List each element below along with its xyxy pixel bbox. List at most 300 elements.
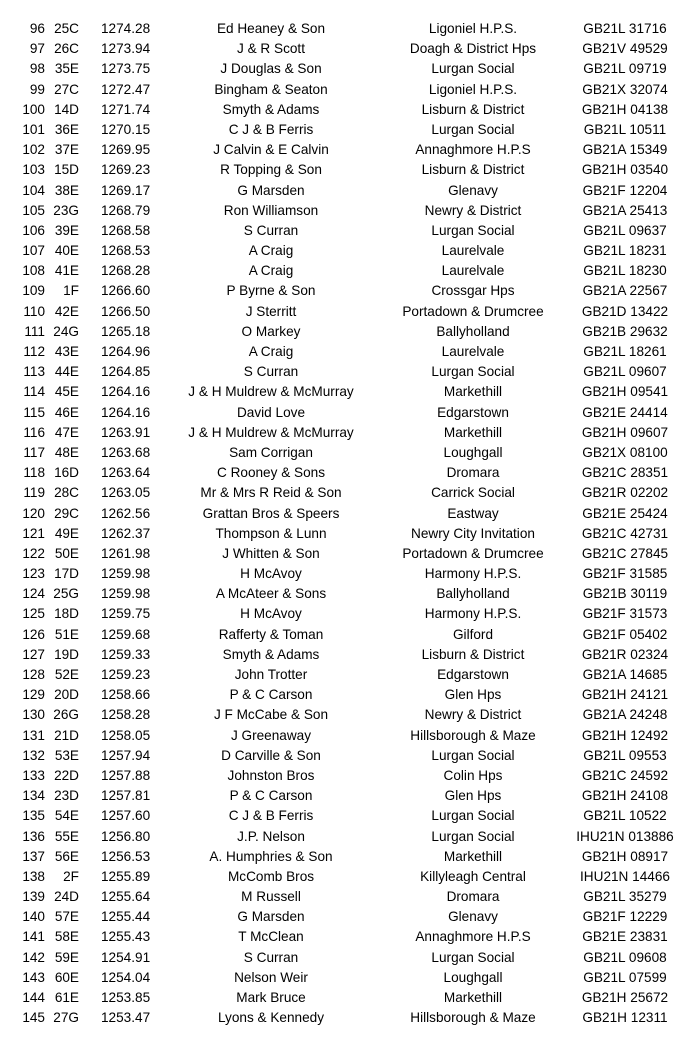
fancier-name-cell: A Craig (248, 243, 294, 259)
race-id-cell: 23D (54, 788, 79, 804)
club-cell: Glen Hps (444, 687, 502, 703)
velocity-cell: 1257.88 (101, 767, 151, 783)
position-cell: 114 (23, 384, 45, 400)
ring-number-cell: GB21C 24592 (581, 767, 669, 783)
race-id-cell: 44E (54, 364, 79, 380)
race-id-cell: 46E (54, 404, 79, 420)
race-id-cell: 58E (54, 929, 79, 945)
fancier-name-cell: H McAvoy (240, 606, 302, 622)
club-cell: Harmony H.P.S. (424, 566, 522, 582)
ring-number-cell: GB21C 42731 (581, 525, 669, 541)
ring-number-cell: GB21L 09553 (583, 747, 667, 763)
fancier-name-cell: Sam Corrigan (229, 444, 313, 460)
velocity-cell: 1257.94 (101, 747, 151, 763)
club-cell: Dromara (446, 465, 500, 481)
race-id-cell: 61E (54, 990, 79, 1005)
fancier-name-cell: S Curran (243, 222, 299, 238)
race-id-cell: 53E (54, 747, 79, 763)
velocity-cell: 1264.85 (101, 364, 151, 380)
club-cell: Loughgall (443, 444, 503, 460)
fancier-name-cell: O Markey (241, 323, 301, 339)
table-row (0, 443, 691, 463)
table-row (0, 988, 691, 1008)
fancier-name-cell: McComb Bros (227, 868, 315, 884)
race-id-cell: 20D (54, 687, 79, 703)
ring-number-cell: GB21H 24108 (581, 788, 669, 804)
position-cell: 118 (23, 465, 45, 481)
table-row (0, 927, 691, 947)
position-cell: 140 (22, 909, 45, 925)
fancier-name-cell: J & H Muldrew & McMurray (188, 384, 354, 400)
club-cell: Newry & District (424, 707, 522, 723)
velocity-cell: 1271.74 (101, 101, 151, 117)
velocity-cell: 1268.79 (101, 202, 151, 218)
velocity-cell: 1253.47 (101, 1010, 151, 1026)
velocity-cell: 1268.58 (101, 222, 151, 238)
velocity-cell: 1269.95 (101, 142, 151, 158)
position-cell: 97 (29, 41, 45, 57)
race-id-cell: 16D (54, 465, 79, 481)
position-cell: 112 (23, 344, 45, 359)
club-cell: Lurgan Social (431, 222, 515, 238)
position-cell: 100 (22, 101, 45, 117)
ring-number-cell: IHU21N 013886 (576, 828, 674, 844)
club-cell: Newry & District (424, 202, 522, 218)
fancier-name-cell: A Craig (248, 344, 294, 359)
ring-number-cell: GB21C 28351 (581, 465, 669, 481)
race-id-cell: 45E (54, 384, 79, 400)
race-id-cell: 43E (54, 344, 79, 359)
club-cell: Loughgall (443, 969, 503, 985)
club-cell: Lurgan Social (431, 121, 515, 137)
ring-number-cell: GB21F 05402 (582, 626, 668, 642)
fancier-name-cell: S Curran (243, 949, 299, 965)
race-id-cell: 38E (54, 182, 79, 198)
ring-number-cell: GB21R 02202 (581, 485, 669, 501)
table-row (0, 221, 691, 241)
fancier-name-cell: J Douglas & Son (220, 61, 322, 77)
race-id-cell: 27C (54, 81, 79, 97)
position-cell: 117 (23, 444, 45, 460)
ring-number-cell: GB21F 31573 (582, 606, 668, 622)
fancier-name-cell: C Rooney & Sons (216, 465, 326, 481)
race-id-cell: 57E (54, 909, 79, 925)
table-row (0, 281, 691, 301)
race-id-cell: 25C (54, 21, 79, 36)
table-row (0, 1008, 691, 1028)
race-id-cell: 51E (54, 626, 79, 642)
position-cell: 143 (22, 969, 45, 985)
race-id-cell: 54E (54, 808, 79, 824)
ring-number-cell: IHU21N 14466 (580, 868, 670, 884)
position-cell: 127 (22, 646, 45, 662)
ring-number-cell: GB21L 07599 (583, 969, 667, 985)
club-cell: Lurgan Social (431, 808, 515, 824)
club-cell: Colin Hps (443, 767, 503, 783)
velocity-cell: 1263.05 (101, 485, 151, 501)
club-cell: Carrick Social (431, 485, 515, 501)
ring-number-cell: GB21H 25672 (581, 990, 669, 1005)
table-row (0, 907, 691, 927)
club-cell: Edgarstown (437, 667, 509, 682)
table-row (0, 100, 691, 120)
fancier-name-cell: Ron Williamson (223, 202, 319, 218)
velocity-cell: 1268.53 (101, 243, 151, 259)
fancier-name-cell: J & H Muldrew & McMurray (188, 424, 354, 440)
table-row (0, 241, 691, 261)
ring-number-cell: GB21V 49529 (582, 41, 668, 57)
position-cell: 122 (22, 545, 45, 561)
velocity-cell: 1253.85 (101, 990, 151, 1005)
race-id-cell: 21D (54, 727, 79, 743)
table-row (0, 403, 691, 423)
ring-number-cell: GB21L 09719 (583, 61, 667, 77)
fancier-name-cell: P & C Carson (229, 788, 313, 804)
table-row (0, 786, 691, 806)
club-cell: Eastway (447, 505, 499, 521)
position-cell: 139 (22, 889, 45, 905)
table-row (0, 867, 691, 887)
club-cell: Lurgan Social (431, 747, 515, 763)
velocity-cell: 1259.98 (101, 586, 151, 602)
club-cell: Lurgan Social (431, 364, 515, 380)
race-id-cell: 37E (54, 142, 79, 158)
fancier-name-cell: Thompson & Lunn (215, 525, 327, 541)
ring-number-cell: GB21L 35279 (583, 889, 667, 905)
results-table (0, 19, 691, 1028)
fancier-name-cell: J Greenaway (230, 727, 312, 743)
ring-number-cell: GB21H 12311 (582, 1010, 668, 1026)
club-cell: Markethill (443, 384, 503, 400)
race-id-cell: 59E (54, 949, 79, 965)
table-row (0, 726, 691, 746)
position-cell: 99 (29, 81, 45, 97)
fancier-name-cell: Nelson Weir (234, 969, 308, 985)
velocity-cell: 1255.43 (101, 929, 151, 945)
ring-number-cell: GB21F 31585 (582, 566, 668, 582)
ring-number-cell: GB21X 08100 (582, 444, 668, 460)
race-id-cell: 41E (54, 263, 79, 279)
club-cell: Doagh & District Hps (409, 41, 537, 57)
position-cell: 121 (22, 525, 45, 541)
ring-number-cell: GB21C 27845 (581, 545, 669, 561)
race-id-cell: 48E (54, 444, 79, 460)
position-cell: 137 (22, 848, 45, 864)
velocity-cell: 1257.60 (101, 808, 151, 824)
club-cell: Edgarstown (437, 404, 509, 420)
fancier-name-cell: G Marsden (237, 909, 305, 925)
position-cell: 115 (23, 404, 45, 420)
table-row (0, 362, 691, 382)
ring-number-cell: GB21L 18231 (583, 243, 667, 259)
fancier-name-cell: J F McCabe & Son (213, 707, 329, 723)
race-id-cell: 56E (54, 848, 79, 864)
position-cell: 142 (22, 949, 45, 965)
ring-number-cell: GB21A 25413 (582, 202, 668, 218)
fancier-name-cell: D Carville & Son (221, 747, 321, 763)
ring-number-cell: GB21A 15349 (582, 142, 668, 158)
race-id-cell: 39E (54, 222, 79, 238)
fancier-name-cell: A Craig (248, 263, 294, 279)
table-row (0, 806, 691, 826)
ring-number-cell: GB21F 12229 (582, 909, 668, 925)
position-cell: 128 (22, 667, 45, 682)
table-row (0, 201, 691, 221)
table-row (0, 766, 691, 786)
fancier-name-cell: Lyons & Kennedy (217, 1010, 325, 1026)
velocity-cell: 1257.81 (101, 788, 151, 804)
position-cell: 119 (23, 485, 45, 501)
table-row (0, 261, 691, 281)
fancier-name-cell: A. Humphries & Son (209, 848, 333, 864)
position-cell: 136 (22, 828, 45, 844)
table-row (0, 948, 691, 968)
table-row (0, 887, 691, 907)
race-id-cell: 25G (53, 586, 79, 602)
table-row (0, 625, 691, 645)
velocity-cell: 1259.23 (101, 667, 151, 682)
table-row (0, 59, 691, 79)
table-row (0, 847, 691, 867)
race-id-cell: 1F (63, 283, 79, 299)
club-cell: Markethill (443, 424, 503, 440)
ring-number-cell: GB21R 02324 (581, 646, 669, 662)
ring-number-cell: GB21L 10511 (583, 121, 667, 137)
fancier-name-cell: Rafferty & Toman (218, 626, 324, 642)
table-row (0, 80, 691, 100)
fancier-name-cell: Ed Heaney & Son (216, 21, 326, 36)
fancier-name-cell: John Trotter (234, 667, 308, 682)
position-cell: 96 (29, 21, 45, 36)
ring-number-cell: GB21L 09637 (583, 222, 667, 238)
ring-number-cell: GB21H 04138 (581, 101, 669, 117)
position-cell: 129 (22, 687, 45, 703)
club-cell: Lurgan Social (431, 828, 515, 844)
table-row (0, 665, 691, 685)
table-row (0, 423, 691, 443)
race-id-cell: 52E (54, 667, 79, 682)
table-row (0, 302, 691, 322)
ring-number-cell: GB21B 30119 (582, 586, 668, 602)
position-cell: 126 (22, 626, 45, 642)
club-cell: Glenavy (448, 182, 498, 198)
table-row (0, 140, 691, 160)
club-cell: Ligoniel H.P.S. (428, 21, 518, 36)
ring-number-cell: GB21H 24121 (581, 687, 669, 703)
position-cell: 144 (22, 990, 45, 1005)
velocity-cell: 1273.75 (101, 61, 151, 77)
position-cell: 107 (22, 243, 45, 259)
table-row (0, 968, 691, 988)
position-cell: 102 (22, 142, 45, 158)
race-id-cell: 22D (54, 767, 79, 783)
club-cell: Newry City Invitation (411, 525, 535, 541)
velocity-cell: 1262.37 (101, 525, 151, 541)
position-cell: 104 (22, 182, 45, 198)
table-row (0, 746, 691, 766)
velocity-cell: 1256.53 (101, 848, 151, 864)
fancier-name-cell: J Whitten & Son (222, 545, 320, 561)
fancier-name-cell: M Russell (241, 889, 301, 905)
velocity-cell: 1261.98 (101, 545, 151, 561)
race-id-cell: 60E (54, 969, 79, 985)
position-cell: 135 (22, 808, 45, 824)
club-cell: Gilford (452, 626, 494, 642)
velocity-cell: 1258.05 (101, 727, 151, 743)
race-id-cell: 26G (53, 707, 79, 723)
position-cell: 106 (22, 222, 45, 238)
velocity-cell: 1266.50 (101, 303, 151, 319)
table-row (0, 181, 691, 201)
race-id-cell: 35E (54, 61, 79, 77)
table-row (0, 685, 691, 705)
ring-number-cell: GB21A 22567 (582, 283, 668, 299)
fancier-name-cell: C J & B Ferris (228, 808, 314, 824)
race-id-cell: 15D (54, 162, 79, 178)
position-cell: 123 (22, 566, 45, 582)
ring-number-cell: GB21L 09608 (583, 949, 667, 965)
race-id-cell: 24G (53, 323, 79, 339)
table-row (0, 504, 691, 524)
position-cell: 141 (22, 929, 45, 945)
fancier-name-cell: Grattan Bros & Speers (202, 505, 340, 521)
club-cell: Laurelvale (441, 243, 505, 259)
race-id-cell: 42E (54, 303, 79, 319)
ring-number-cell: GB21L 09607 (583, 364, 667, 380)
velocity-cell: 1254.04 (101, 969, 151, 985)
fancier-name-cell: A McAteer & Sons (215, 586, 327, 602)
ring-number-cell: GB21X 32074 (582, 81, 668, 97)
club-cell: Annaghmore H.P.S (415, 929, 531, 945)
table-row (0, 705, 691, 725)
velocity-cell: 1255.89 (101, 868, 151, 884)
fancier-name-cell: J Sterritt (245, 303, 297, 319)
velocity-cell: 1263.68 (101, 444, 151, 460)
club-cell: Glenavy (448, 909, 498, 925)
velocity-cell: 1266.60 (101, 283, 151, 299)
race-id-cell: 49E (54, 525, 79, 541)
fancier-name-cell: Smyth & Adams (222, 646, 320, 662)
position-cell: 125 (22, 606, 45, 622)
ring-number-cell: GB21H 09541 (581, 384, 669, 400)
table-row (0, 322, 691, 342)
club-cell: Dromara (446, 889, 500, 905)
position-cell: 120 (22, 505, 45, 521)
position-cell: 109 (22, 283, 45, 299)
fancier-name-cell: Johnston Bros (227, 767, 315, 783)
position-cell: 130 (22, 707, 45, 723)
club-cell: Lurgan Social (431, 61, 515, 77)
table-row (0, 120, 691, 140)
club-cell: Harmony H.P.S. (424, 606, 522, 622)
position-cell: 103 (22, 162, 45, 178)
velocity-cell: 1272.47 (101, 81, 151, 97)
velocity-cell: 1263.91 (101, 424, 151, 440)
fancier-name-cell: G Marsden (237, 182, 305, 198)
velocity-cell: 1259.33 (101, 646, 151, 662)
table-row (0, 544, 691, 564)
position-cell: 138 (22, 868, 45, 884)
velocity-cell: 1274.28 (101, 21, 151, 36)
ring-number-cell: GB21B 29632 (582, 323, 668, 339)
velocity-cell: 1254.91 (101, 949, 151, 965)
club-cell: Ligoniel H.P.S. (428, 81, 518, 97)
fancier-name-cell: P & C Carson (229, 687, 313, 703)
club-cell: Hillsborough & Maze (410, 1010, 536, 1026)
club-cell: Hillsborough & Maze (410, 727, 536, 743)
club-cell: Lurgan Social (431, 949, 515, 965)
fancier-name-cell: S Curran (243, 364, 299, 380)
ring-number-cell: GB21F 12204 (582, 182, 668, 198)
table-row (0, 160, 691, 180)
velocity-cell: 1255.44 (101, 909, 151, 925)
race-id-cell: 55E (54, 828, 79, 844)
fancier-name-cell: David Love (236, 404, 306, 420)
velocity-cell: 1259.98 (101, 566, 151, 582)
velocity-cell: 1259.75 (101, 606, 151, 622)
club-cell: Portadown & Drumcree (402, 303, 544, 319)
ring-number-cell: GB21H 08917 (581, 848, 669, 864)
position-cell: 101 (22, 121, 45, 137)
race-id-cell: 24D (54, 889, 79, 905)
fancier-name-cell: Bingham & Seaton (214, 81, 328, 97)
ring-number-cell: GB21A 14685 (582, 667, 668, 682)
table-row (0, 827, 691, 847)
table-row (0, 39, 691, 59)
ring-number-cell: GB21E 23831 (582, 929, 668, 945)
ring-number-cell: GB21A 24248 (582, 707, 668, 723)
race-id-cell: 23G (53, 202, 79, 218)
fancier-name-cell: R Topping & Son (220, 162, 322, 178)
club-cell: Laurelvale (441, 344, 505, 359)
table-row (0, 645, 691, 665)
velocity-cell: 1255.64 (101, 889, 151, 905)
ring-number-cell: GB21E 24414 (582, 404, 668, 420)
velocity-cell: 1258.66 (101, 687, 151, 703)
position-cell: 116 (23, 424, 45, 440)
race-id-cell: 36E (54, 121, 79, 137)
position-cell: 111 (24, 323, 45, 339)
position-cell: 124 (22, 586, 45, 602)
velocity-cell: 1263.64 (101, 465, 151, 481)
table-row (0, 342, 691, 362)
fancier-name-cell: Mr & Mrs R Reid & Son (200, 485, 342, 501)
fancier-name-cell: J Calvin & E Calvin (213, 142, 329, 158)
fancier-name-cell: P Byrne & Son (226, 283, 316, 299)
club-cell: Glen Hps (444, 788, 502, 804)
club-cell: Killyleagh Central (420, 868, 526, 884)
position-cell: 110 (23, 303, 45, 319)
velocity-cell: 1258.28 (101, 707, 151, 723)
position-cell: 134 (22, 788, 45, 804)
velocity-cell: 1262.56 (101, 505, 151, 521)
club-cell: Ballyholland (436, 586, 510, 602)
club-cell: Annaghmore H.P.S (415, 142, 531, 158)
race-id-cell: 18D (54, 606, 79, 622)
table-row (0, 584, 691, 604)
position-cell: 98 (29, 61, 45, 77)
race-id-cell: 27G (53, 1010, 79, 1026)
table-row (0, 524, 691, 544)
race-id-cell: 19D (54, 646, 79, 662)
club-cell: Portadown & Drumcree (402, 545, 544, 561)
velocity-cell: 1270.15 (101, 121, 151, 137)
club-cell: Markethill (443, 990, 503, 1005)
race-id-cell: 2F (63, 868, 79, 884)
table-row (0, 19, 691, 39)
velocity-cell: 1273.94 (101, 41, 151, 57)
ring-number-cell: GB21H 09607 (581, 424, 669, 440)
